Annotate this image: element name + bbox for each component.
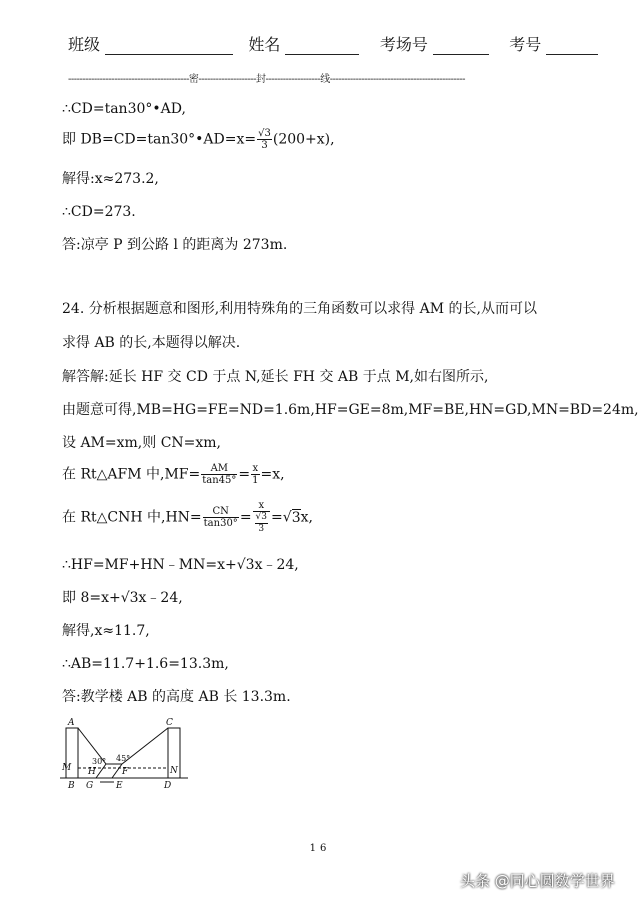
angle-45: 45° xyxy=(116,754,131,763)
hf-line: ∴HF=MF+HN﹣MN=x+√3x﹣24, xyxy=(62,557,299,573)
label-B: B xyxy=(68,781,75,791)
solution-intro: 解答解:延长 HF 交 CD 于点 N,延长 FH 交 AB 于点 M,如右图所示, xyxy=(62,369,489,385)
line-db-suffix: (200+x), xyxy=(272,131,335,148)
mf-line: 在 Rt△AFM 中,MF= $\frac{AM}{\tan 45^\circ}$ = $\frac{x}{1}$ =x, xyxy=(62,463,285,486)
label-E: E xyxy=(116,781,123,791)
angle-30: 30° xyxy=(92,757,107,766)
exam-header xyxy=(68,32,598,55)
label-F: F xyxy=(122,767,129,777)
room-blank xyxy=(433,40,489,55)
given-line: 由题意可得,MB=HG=FE=ND=1.6m,HF=GE=8m,MF=BE,HN=GD,MN=BD=24m, xyxy=(62,402,639,418)
problem-24-analysis-1: 24. 分析根据题意和图形,利用特殊角的三角函数可以求得 AM 的长,从而可以 xyxy=(62,301,537,317)
line-solve1: 解得:x≈273.2, xyxy=(62,171,159,187)
line-db-prefix: 即 DB=CD=tan30°•AD=x= xyxy=(62,131,257,148)
label-H: H xyxy=(88,767,96,777)
building-figure xyxy=(60,716,190,792)
watermark: 头条 @同心圆数学世界 xyxy=(460,872,615,890)
line-cd-result: ∴CD=273. xyxy=(62,204,136,220)
cn-over-tan30: $\frac{CN}{\tan 30^\circ}$ xyxy=(203,506,238,529)
hn-sqrt: 3 xyxy=(291,509,301,526)
id-label: 考号 xyxy=(509,35,542,54)
room-label: 考场号 xyxy=(379,35,428,54)
hn-line: 在 Rt△CNH 中,HN= $\frac{CN}{\tan 30^\circ}$ = $\frac{x}{\frac{√3}{3}}$ =√3x, xyxy=(62,500,313,534)
answer-24: 答:教学楼 AB 的高度 AB 长 13.3m. xyxy=(62,689,291,705)
sqrt3-over-3: $\frac{√3}{3}$ xyxy=(258,128,271,151)
seal-line: ------------------------------------------密--------------------封-------------------线----------------------------------------------- xyxy=(68,74,465,85)
mf-prefix: 在 Rt△AFM 中,MF= xyxy=(62,466,201,483)
label-G: G xyxy=(86,781,94,791)
line-db xyxy=(62,128,335,151)
name-blank xyxy=(285,40,359,55)
label-N: N xyxy=(170,766,178,776)
name-label: 姓名 xyxy=(248,35,281,54)
x-over-sqrt3-over-3: $\frac{x}{\frac{√3}{3}}$ xyxy=(253,500,270,535)
equation-line: 即 8=x+√3x﹣24, xyxy=(62,590,183,606)
ab-line: ∴AB=11.7+1.6=13.3m, xyxy=(62,656,229,672)
class-blank xyxy=(105,40,233,55)
x-over-1: $\frac{x}{1}$ xyxy=(252,463,259,486)
hn-suffix: x, xyxy=(300,509,313,526)
label-M: M xyxy=(62,763,72,773)
problem-24-analysis-2: 求得 AB 的长,本题得以解决. xyxy=(62,335,241,351)
label-C: C xyxy=(166,718,173,728)
let-line: 设 AM=xm,则 CN=xm, xyxy=(62,435,222,451)
label-D: D xyxy=(164,781,172,791)
page-number: 16 xyxy=(309,843,331,854)
am-over-tan45: $\frac{AM}{\tan 45^\circ}$ xyxy=(202,463,237,486)
label-A: A xyxy=(68,718,75,728)
solve-line: 解得,x≈11.7, xyxy=(62,623,150,639)
class-label: 班级 xyxy=(68,35,101,54)
hn-prefix: 在 Rt△CNH 中,HN= xyxy=(62,509,202,526)
answer-23: 答:凉亭 P 到公路 l 的距离为 273m. xyxy=(62,237,288,253)
id-blank xyxy=(546,40,598,55)
line-cd: ∴CD=tan30°•AD, xyxy=(62,101,186,117)
mf-suffix: =x, xyxy=(260,466,285,483)
